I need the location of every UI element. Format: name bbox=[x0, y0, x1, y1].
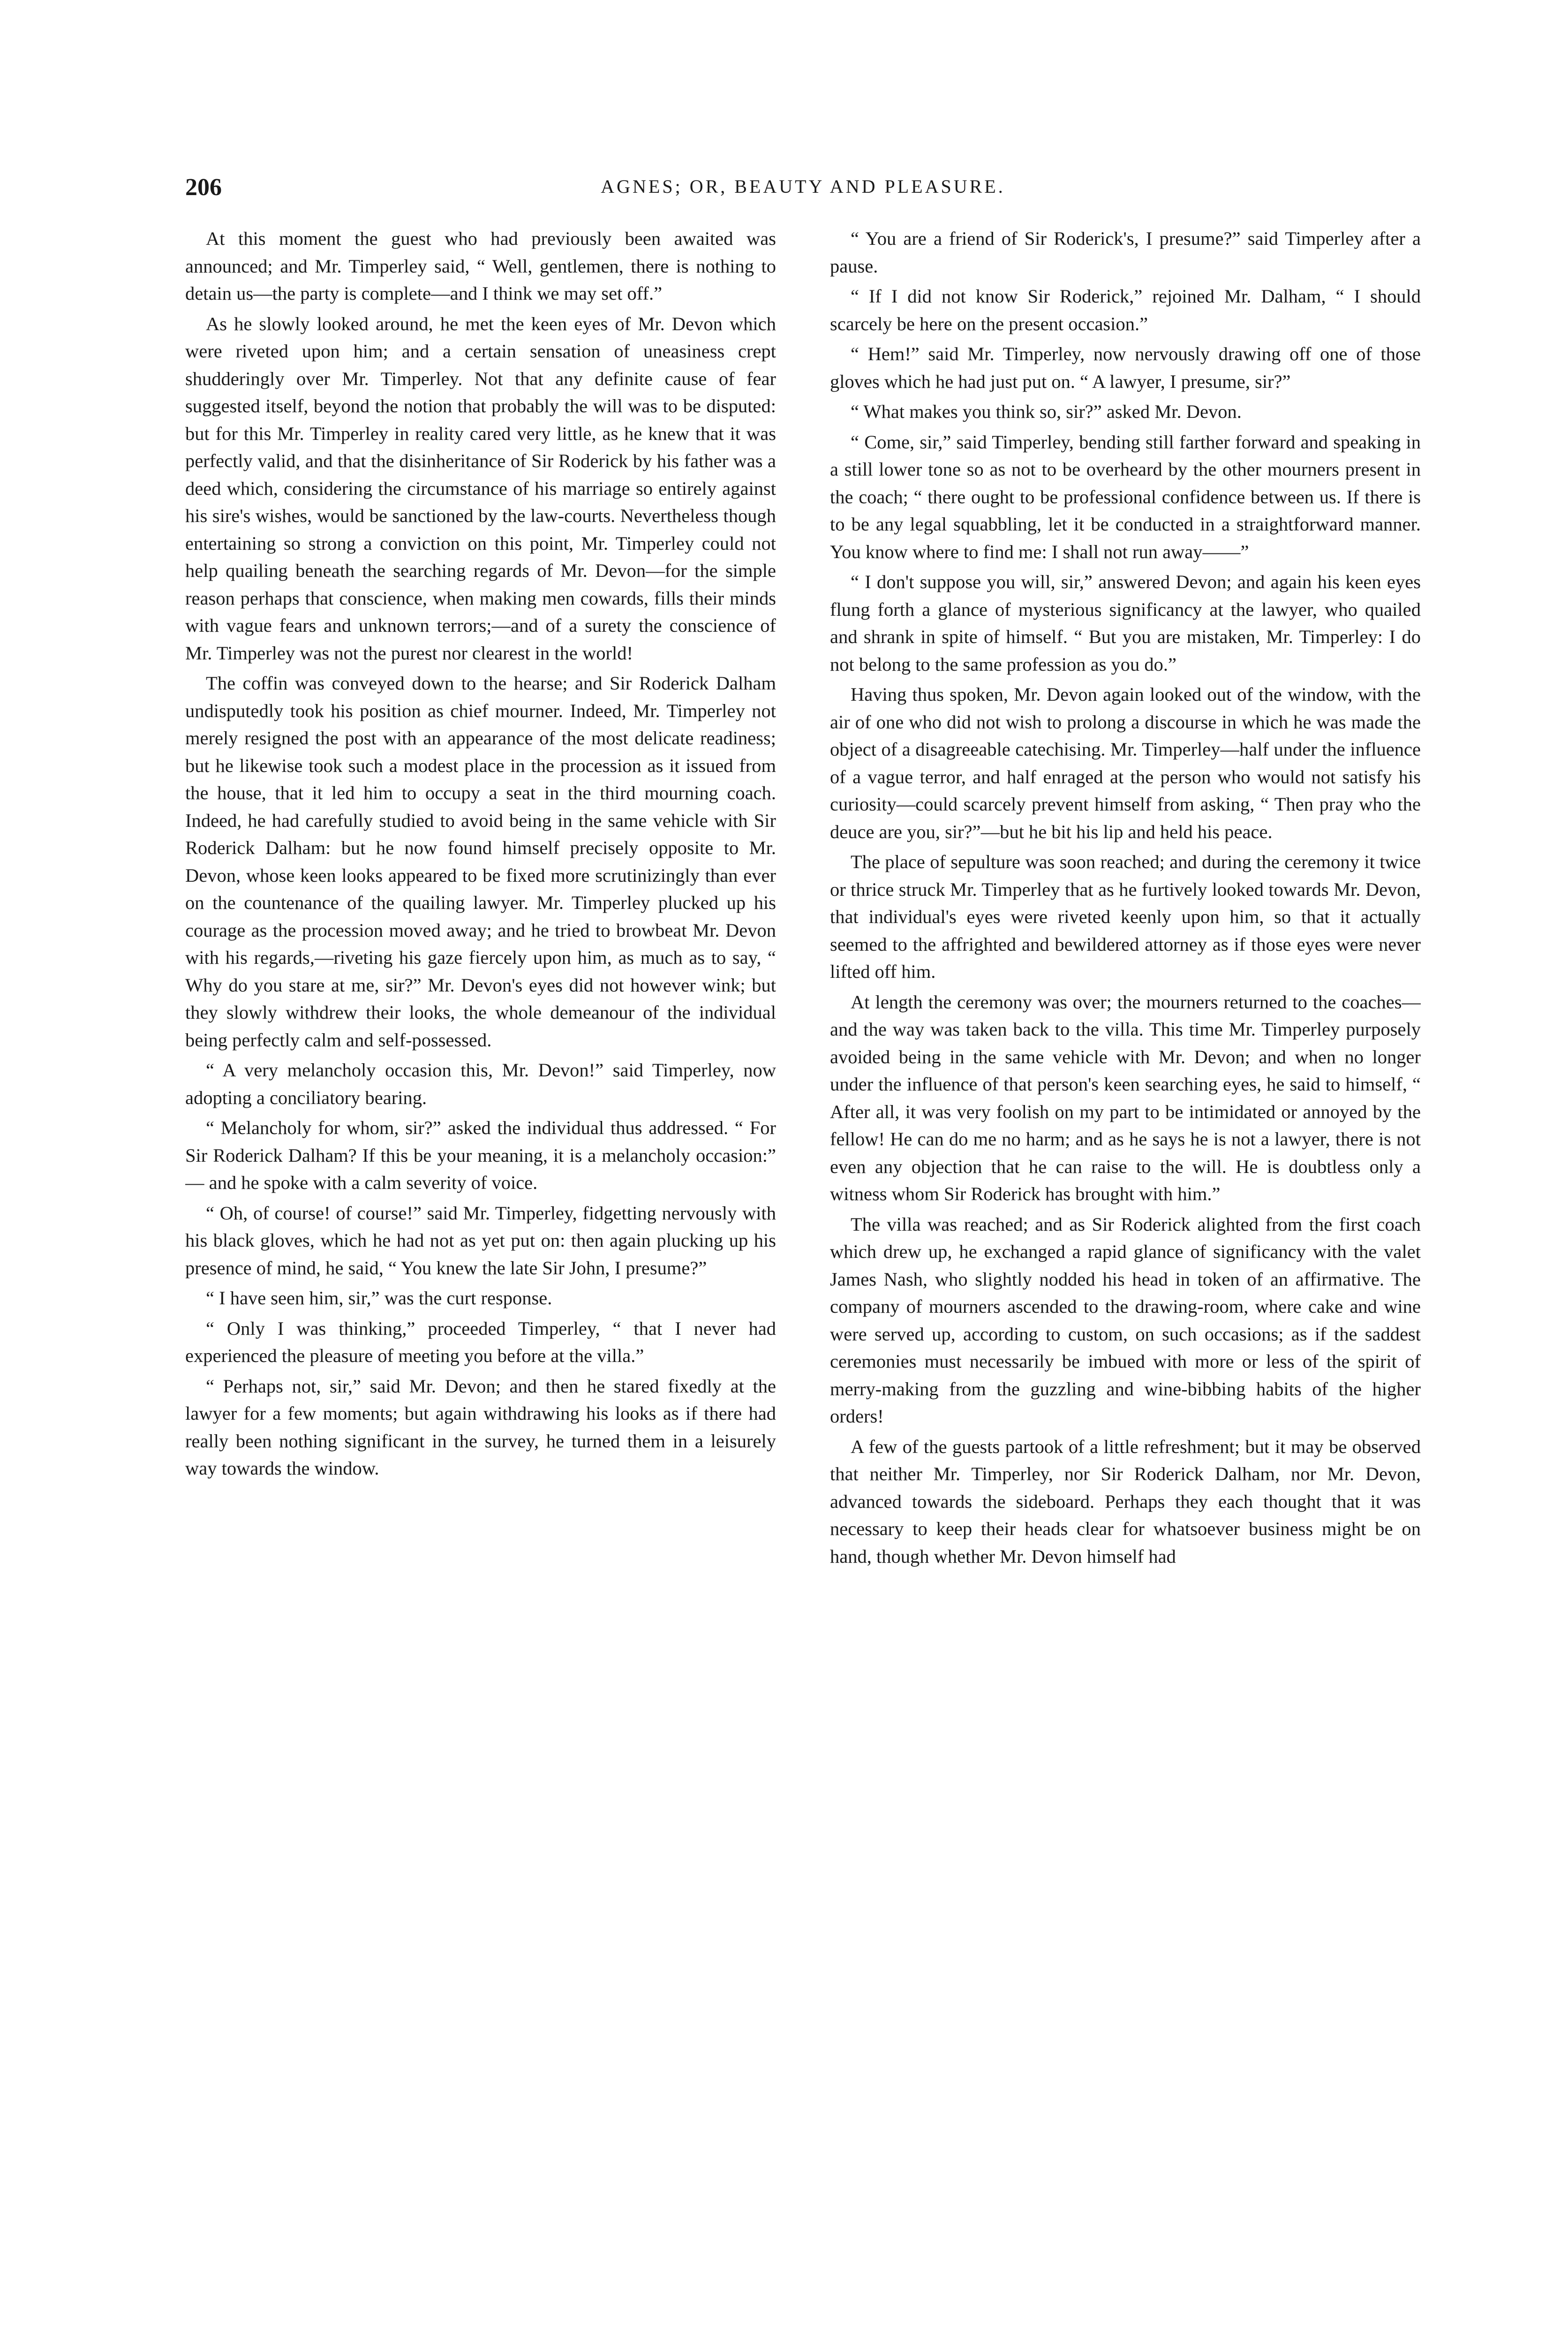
paragraph: A few of the guests partook of a little refreshment; but it may be observed that neither Mr. Timperley, nor Sir Roderick Dalham, nor Mr. Devon, advanced towards the sideboard. Perhaps they each thought that it was necessary to keep their heads clear for whatsoever business might be on hand, though whether Mr. Devon himself had bbox=[830, 1436, 1421, 1567]
paragraph: Having thus spoken, Mr. Devon again looked out of the window, with the air of one who did not wish to prolong a discourse in which he was made the object of a disagreeable catechising. Mr. Timperley—half under the influence of a vague terror, and half enraged at the person who would not satisfy his curiosity—could scarcely prevent himself from asking, “ Then pray who the deuce are you, sir?”—but he bit his lip and held his peace. bbox=[830, 684, 1421, 842]
paragraph: “ You are a friend of Sir Roderick's, I presume?” said Timperley after a pause. bbox=[830, 228, 1421, 277]
paragraph: The villa was reached; and as Sir Roderick alighted from the first coach which drew up, he exchanged a rapid glance of significancy with the valet James Nash, who slightly nodded his head in token of an affirmative. The company of mourners ascended to the drawing-room, where cake and wine were served up, according to custom, on such occasions; as if the saddest ceremonies must necessarily be imbued with more or less of the spirit of merry-making from the guzzling and wine-bibbing habits of the higher orders! bbox=[830, 1213, 1421, 1427]
paragraph: “ Perhaps not, sir,” said Mr. Devon; and then he stared fixedly at the lawyer for a few moments; but again withdrawing his looks as if there had really been nothing significant in the survey, he turned them in a leisurely way towards the window. bbox=[185, 1375, 776, 1479]
paragraph: As he slowly looked around, he met the keen eyes of Mr. Devon which were riveted upon him; and a certain sensation of uneasiness crept shudderingly over Mr. Timperley. Not that any definite cause of fear suggested itself, beyond the notion that probably the will was to be disputed: but for this Mr. Timperley in reality cared very little, as he knew that it was perfectly valid, and that the disinheritance of Sir Roderick by his father was a deed which, considering the circumstance of his marriage so entirely against his sire's wishes, would be sanctioned by the law-courts. Nevertheless though entertaining so strong a conviction on this point, Mr. Timperley could not help quailing beneath the searching regards of Mr. Devon—for the simple reason perhaps that conscience, when making men cowards, fills their minds with vague fears and unknown terrors;—and of a surety the conscience of Mr. Timperley was not the purest nor clearest in the world! bbox=[185, 313, 776, 664]
document-page bbox=[185, 174, 1421, 2345]
paragraph: The coffin was conveyed down to the hearse; and Sir Roderick Dalham undisputedly took his position as chief mourner. Indeed, Mr. Timperley not merely resigned the post with an appearance of the most delicate readiness; but he likewise took such a modest place in the procession as it issued from the house, that it led him to occupy a seat in the third mourning coach. Indeed, he had carefully studied to avoid being in the same vehicle with Sir Roderick Dalham: but he now found himself precisely opposite to Mr. Devon, whose keen looks appeared to be fixed more scrutinizingly than ever on the countenance of the quailing lawyer. Mr. Timperley plucked up his courage as the procession moved away; and he tried to browbeat Mr. Devon with his regards,—riveting his gaze fiercely upon him, as much as to say, “ Why do you stare at me, sir?” Mr. Devon's eyes did not however wink; but they slowly withdrew their looks, the whole demeanour of the individual being perfectly calm and self-possessed. bbox=[185, 673, 776, 1051]
paragraph: At this moment the guest who had previously been awaited was announced; and Mr. Timperley said, “ Well, gentlemen, there is nothing to detain us—the party is complete—and I think we may set off.” bbox=[185, 228, 776, 304]
paragraph: At length the ceremony was over; the mourners returned to the coaches—and the way was taken back to the villa. This time Mr. Timperley purposely avoided being in the same vehicle with Mr. Devon; and when no longer under the influence of that person's keen searching eyes, he said to himself, “ After all, it was very foolish on my part to be intimidated or annoyed by the fellow! He can do me no harm; and as he says he is not a lawyer, there is not even any objection that he can raise to the will. He is doubtless only a witness whom Sir Roderick has brought with him.” bbox=[830, 991, 1421, 1204]
paragraph: “ Hem!” said Mr. Timperley, now nervously drawing off one of those gloves which he had just put on. “ A lawyer, I presume, sir?” bbox=[830, 343, 1421, 392]
paragraph: “ Melancholy for whom, sir?” asked the individual thus addressed. “ For Sir Roderick Dalham? If this be your meaning, it is a melancholy occasion:” — and he spoke with a calm severity of voice. bbox=[185, 1117, 776, 1193]
right-column bbox=[830, 225, 1421, 2345]
paragraph: “ I have seen him, sir,” was the curt response. bbox=[206, 1287, 552, 1309]
paragraph: “ A very melancholy occasion this, Mr. Devon!” said Timperley, now adopting a conciliatory bearing. bbox=[185, 1059, 776, 1108]
page-header bbox=[185, 174, 1421, 211]
paragraph: “ If I did not know Sir Roderick,” rejoined Mr. Dalham, “ I should scarcely be here on the present occasion.” bbox=[830, 286, 1421, 334]
text-columns bbox=[185, 225, 1421, 2345]
left-column bbox=[185, 225, 776, 2345]
paragraph: “ Oh, of course! of course!” said Mr. Timperley, fidgetting nervously with his black gloves, which he had not as yet put on: then again plucking up his presence of mind, he said, “ You knew the late Sir John, I presume?” bbox=[185, 1202, 776, 1278]
paragraph: “ Only I was thinking,” proceeded Timperley, “ that I never had experienced the pleasure of meeting you before at the villa.” bbox=[185, 1317, 776, 1366]
paragraph: “ I don't suppose you will, sir,” answered Devon; and again his keen eyes flung forth a glance of mysterious significancy at the lawyer, who quailed and shrank in spite of himself. “ But you are mistaken, Mr. Timperley: I do not belong to the same profession as you do.” bbox=[830, 571, 1421, 675]
page-number: 206 bbox=[185, 174, 222, 201]
paragraph: The place of sepulture was soon reached; and during the ceremony it twice or thrice struck Mr. Timperley that as he furtively looked towards Mr. Devon, that individual's eyes were riveted keenly upon him, so that it actually seemed to the affrighted and bewildered attorney as if those eyes were never lifted off him. bbox=[830, 851, 1421, 982]
paragraph: “ What makes you think so, sir?” asked Mr. Devon. bbox=[851, 401, 1242, 422]
running-title: AGNES; OR, BEAUTY AND PLEASURE. bbox=[601, 176, 1005, 197]
paragraph: “ Come, sir,” said Timperley, bending still farther forward and speaking in a still lower tone so as not to be overheard by the other mourners present in the coach; “ there ought to be professional confidence between us. If there is to be any legal squabbling, let it be conducted in a straightforward manner. You know where to find me: I shall not run away——” bbox=[830, 431, 1421, 562]
